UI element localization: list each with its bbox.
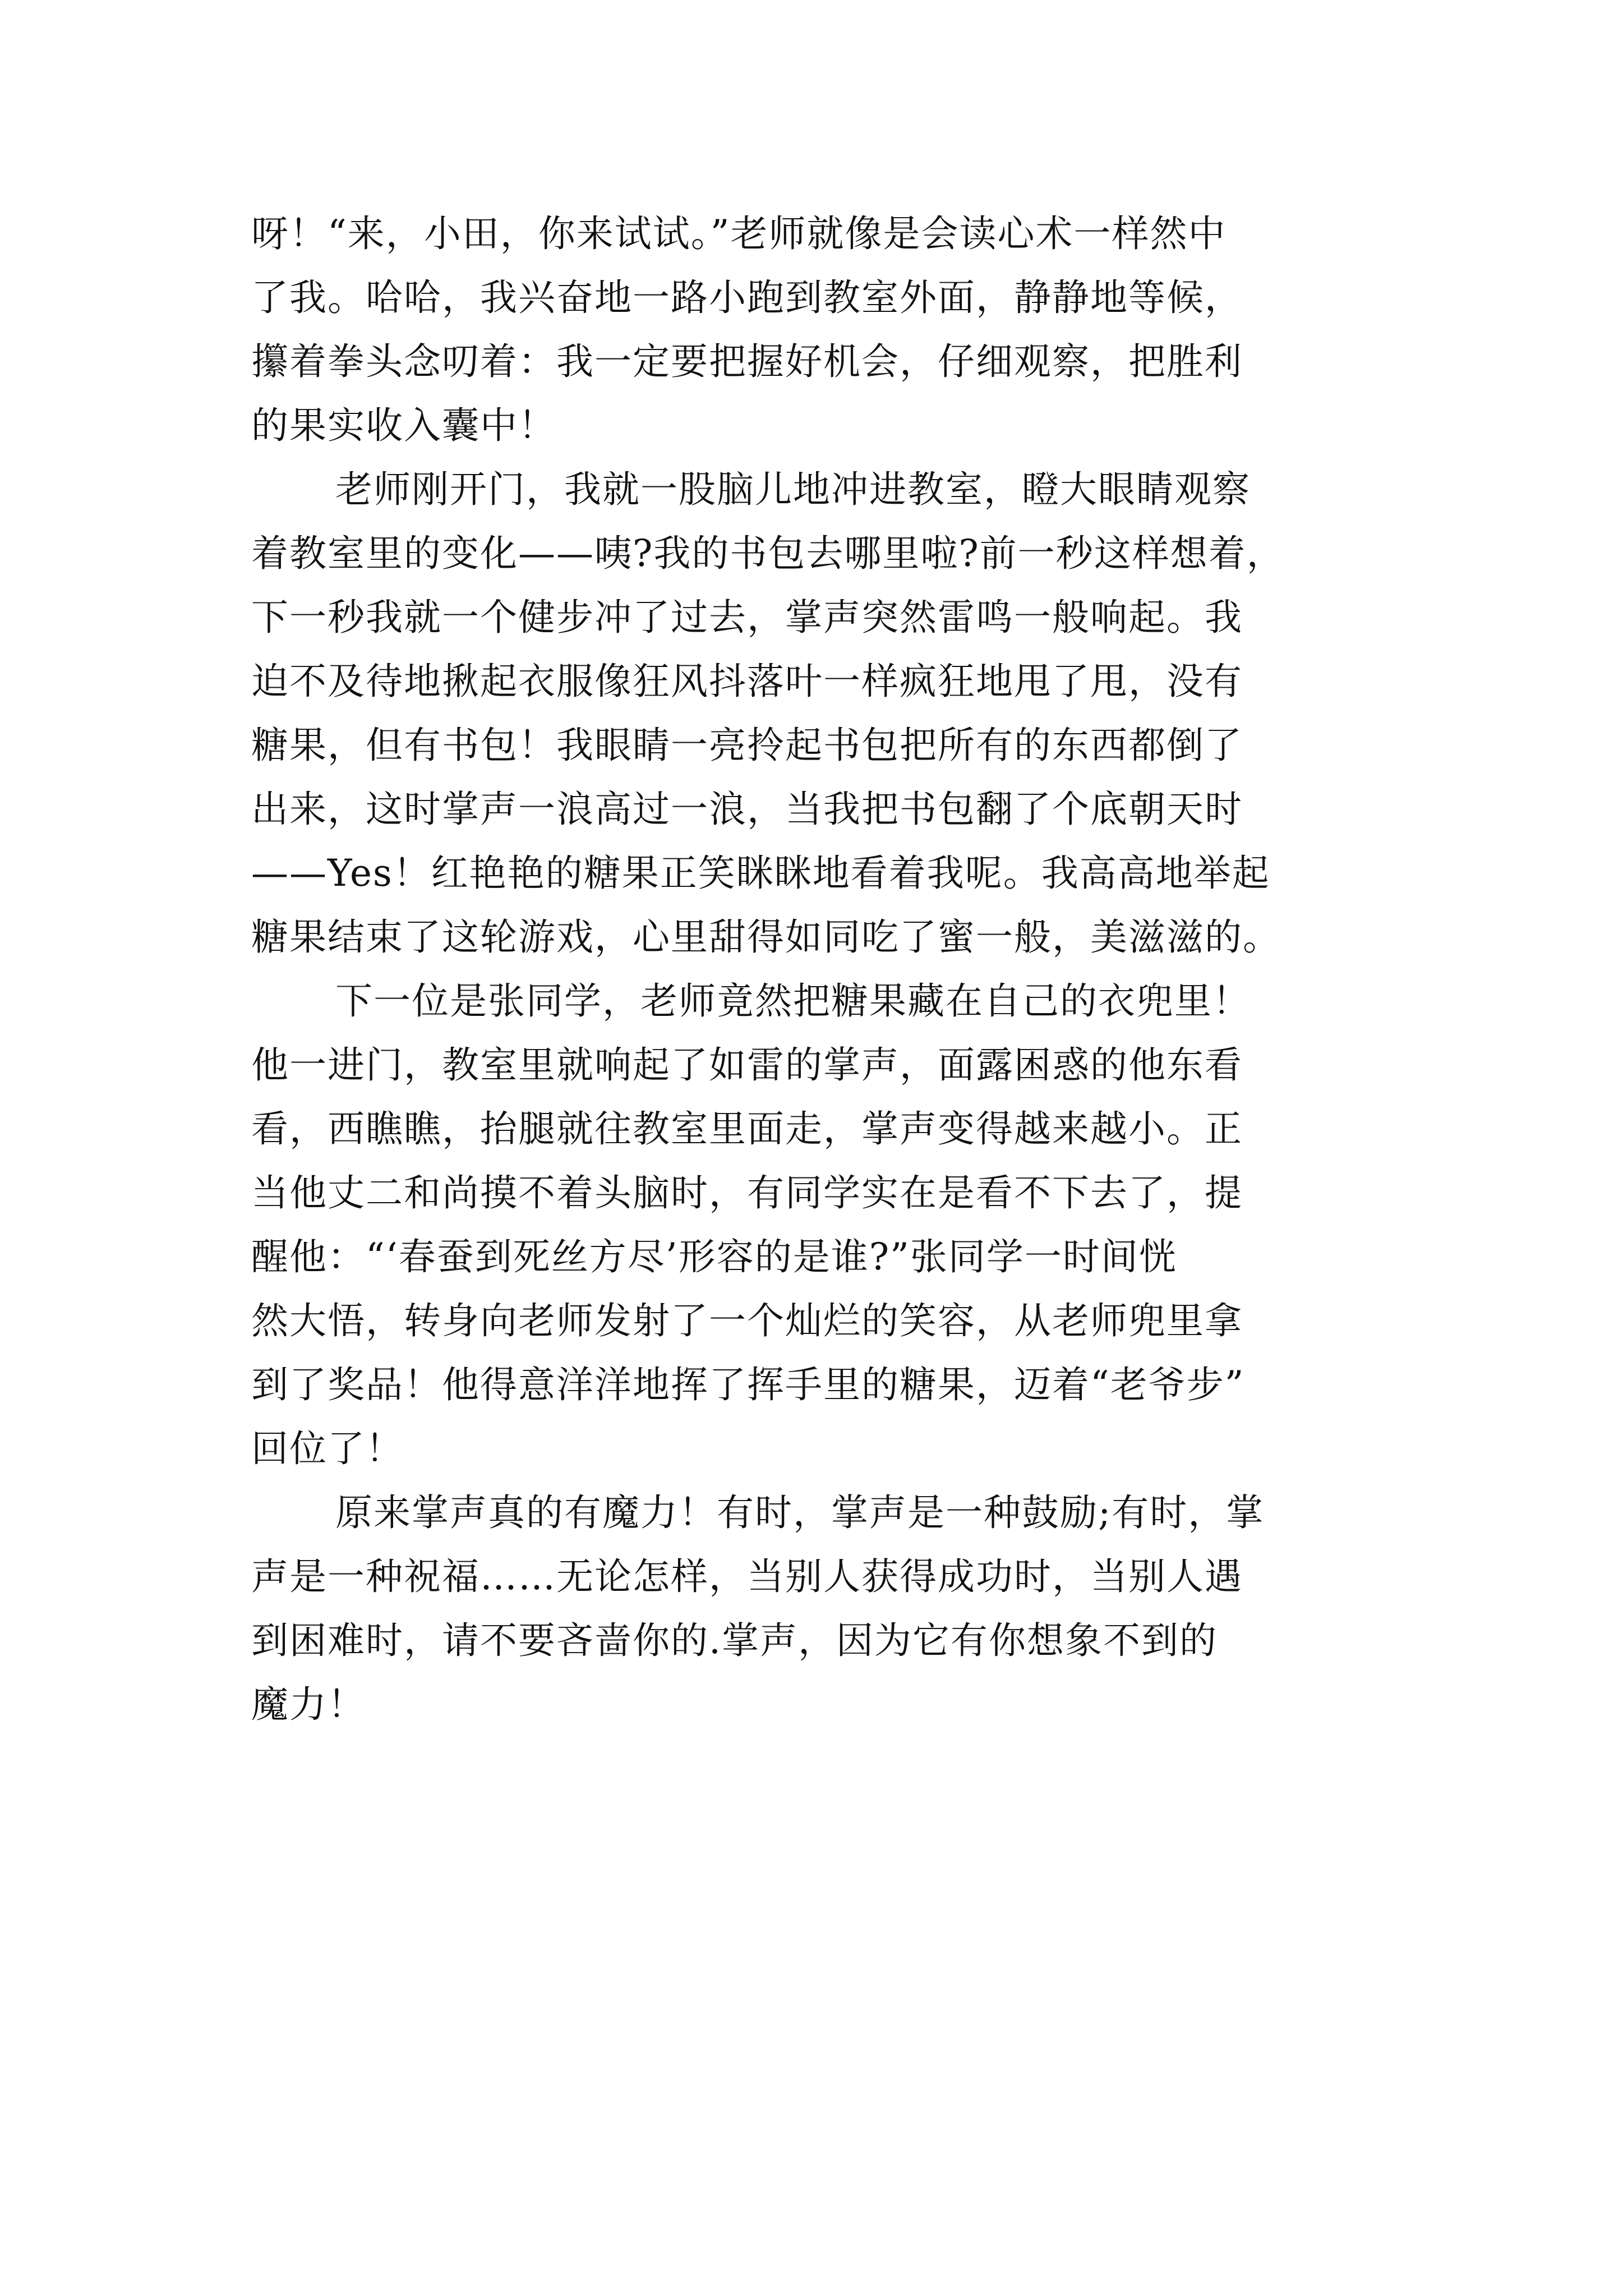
paragraph xyxy=(251,1481,1390,1737)
text-line: 糖果，但有书包！我眼睛一亮拎起书包把所有的东西都倒了 xyxy=(251,724,1243,767)
body-text xyxy=(251,202,1390,1737)
text-line: 当他丈二和尚摸不着头脑时，有同学实在是看不下去了，提 xyxy=(251,1171,1243,1214)
text-line: 出来，这时掌声一浪高过一浪，当我把书包翻了个底朝天时 xyxy=(251,788,1243,831)
text-line: 攥着拳头念叨着：我一定要把握好机会，仔细观察，把胜利 xyxy=(251,340,1243,383)
text-line: 原来掌声真的有魔力！有时，掌声是一种鼓励;有时，掌 xyxy=(335,1491,1265,1534)
text-line: 糖果结束了这轮游戏，心里甜得如同吃了蜜一般，美滋滋的。 xyxy=(251,915,1281,959)
text-line: 下一秒我就一个健步冲了过去，掌声突然雷鸣一般响起。我 xyxy=(251,596,1243,639)
text-line: 了我。哈哈，我兴奋地一路小跑到教室外面，静静地等候， xyxy=(251,276,1243,319)
text-line: 回位了！ xyxy=(251,1427,404,1470)
text-line: 到困难时，请不要吝啬你的.掌声，因为它有你想象不到的 xyxy=(251,1619,1218,1662)
text-line: 呀！“来，小田，你来试试。”老师就像是会读心术一样然中 xyxy=(251,212,1227,255)
text-line: 到了奖品！他得意洋洋地挥了挥手里的糖果，迈着“老爷步” xyxy=(251,1363,1245,1406)
text-line: 老师刚开门，我就一股脑儿地冲进教室，瞪大眼睛观察 xyxy=(335,468,1251,511)
paragraph xyxy=(251,969,1390,1481)
text-line: 的果实收入囊中！ xyxy=(251,404,556,447)
text-line: 迫不及待地揪起衣服像狂风抖落叶一样疯狂地甩了甩，没有 xyxy=(251,660,1243,703)
text-line: 醒他：“‘春蚕到死丝方尽’形容的是谁?”张同学一时间恍 xyxy=(251,1235,1177,1278)
text-line: 着教室里的变化——咦?我的书包去哪里啦?前一秒这样想着， xyxy=(251,532,1285,575)
text-line: 他一进门，教室里就响起了如雷的掌声，面露困惑的他东看 xyxy=(251,1043,1243,1087)
text-line: 看，西瞧瞧，抬腿就往教室里面走，掌声变得越来越小。正 xyxy=(251,1107,1243,1151)
text-line: 下一位是张同学，老师竟然把糖果藏在自己的衣兜里！ xyxy=(335,979,1251,1023)
text-line: ——Yes！红艳艳的糖果正笑眯眯地看着我呢。我高高地举起 xyxy=(251,852,1270,895)
text-line: 魔力！ xyxy=(251,1683,366,1726)
paragraph xyxy=(251,458,1390,969)
text-line: 然大悟，转身向老师发射了一个灿烂的笑容，从老师兜里拿 xyxy=(251,1299,1243,1342)
paragraph xyxy=(251,202,1390,458)
text-line: 声是一种祝福……无论怎样，当别人获得成功时，当别人遇 xyxy=(251,1555,1243,1598)
